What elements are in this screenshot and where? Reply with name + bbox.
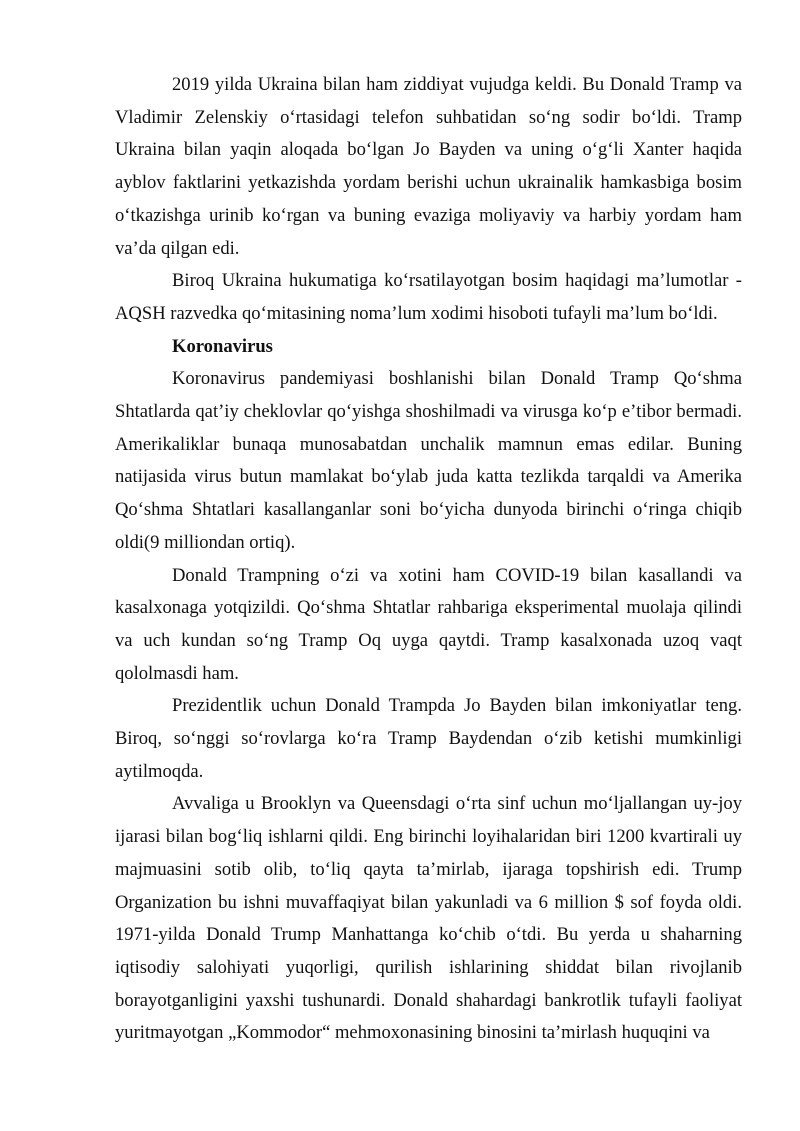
paragraph-intelligence-report: Biroq Ukraina hukumatiga koʻrsatilayotgan bosim haqidagi maʼlumotlar - AQSH razvedka qoʻmitasining nomaʼlum xodimi hisoboti tufayli maʼlum boʻldi. <box>115 270 742 324</box>
paragraph-business-career: Avvaliga u Brooklyn va Queensdagi oʻrta sinf uchun moʻljallangan uy-joy ijarasi bilan bogʻliq ishlarni qildi. Eng birinchi loyihalaridan biri 1200 kvartirali uy majmuasini sotib olib, toʻliq qayta taʼmirlab, ijaraga topshirish edi. Trump Organization bu ishni muvaffaqiyat bilan yakunladi va 6 million $ sof foyda oldi. 1971-yilda Donald Trump Manhattanga koʻchib oʻtdi. Bu yerda u shaharning iqtisodiy salohiyati yuqorligi, qurilish ishlarining shiddat bilan rivojlanib borayotganligini yaxshi tushunardi. Donald shahardagi bankrotlik tufayli faoliyat yuritmayotgan „Kommodor“ mehmoxonasining binosini taʼmirlash huquqini va <box>115 793 742 1044</box>
paragraph-ukraine-conflict: 2019 yilda Ukraina bilan ham ziddiyat vujudga keldi. Bu Donald Tramp va Vladimir Zelenskiy oʻrtasidagi telefon suhbatidan soʻng sodir boʻldi. Tramp Ukraina bilan yaqin aloqada boʻlgan Jo Bayden va uning oʻgʻli Xanter haqida ayblov faktlarini yetkazishda yordam berishi uchun ukrainalik hamkasbiga bosim oʻtkazishga urinib koʻrgan va buning evaziga moliyaviy va harbiy yordam ham vaʼda qilgan edi. <box>115 74 742 259</box>
paragraph-covid-hospital: Donald Trampning oʻzi va xotini ham COVID-19 bilan kasallandi va kasalxonaga yotqizildi. Qoʻshma Shtatlar rahbariga eksperimental muolaja qilindi va uch kundan soʻng Tramp Oq uyga qaytdi. Tramp kasalxonada uzoq vaqt qololmasdi ham. <box>115 564 742 684</box>
paragraph-pandemic: Koronavirus pandemiyasi boshlanishi bilan Donald Tramp Qoʻshma Shtatlarda qatʼiy cheklovlar qoʻyishga shoshilmadi va virusga koʻp eʼtibor bermadi. Amerikaliklar bunaqa munosabatdan unchalik mamnun emas edilar. Buning natijasida virus butun mamlakat boʻylab juda katta tezlikda tarqaldi va Amerika Qoʻshma Shtatlari kasallanganlar soni boʻyicha dunyoda birinchi oʻringa chiqib oldi(9 milliondan ortiq). <box>115 368 742 553</box>
section-heading: Koronavirus <box>172 335 273 357</box>
paragraph-election-chances: Prezidentlik uchun Donald Trampda Jo Bayden bilan imkoniyatlar teng. Biroq, soʻnggi soʻrovlarga koʻra Tramp Baydendan oʻzib ketishi mumkinligi aytilmoqda. <box>115 695 742 782</box>
document-body <box>115 69 742 1050</box>
